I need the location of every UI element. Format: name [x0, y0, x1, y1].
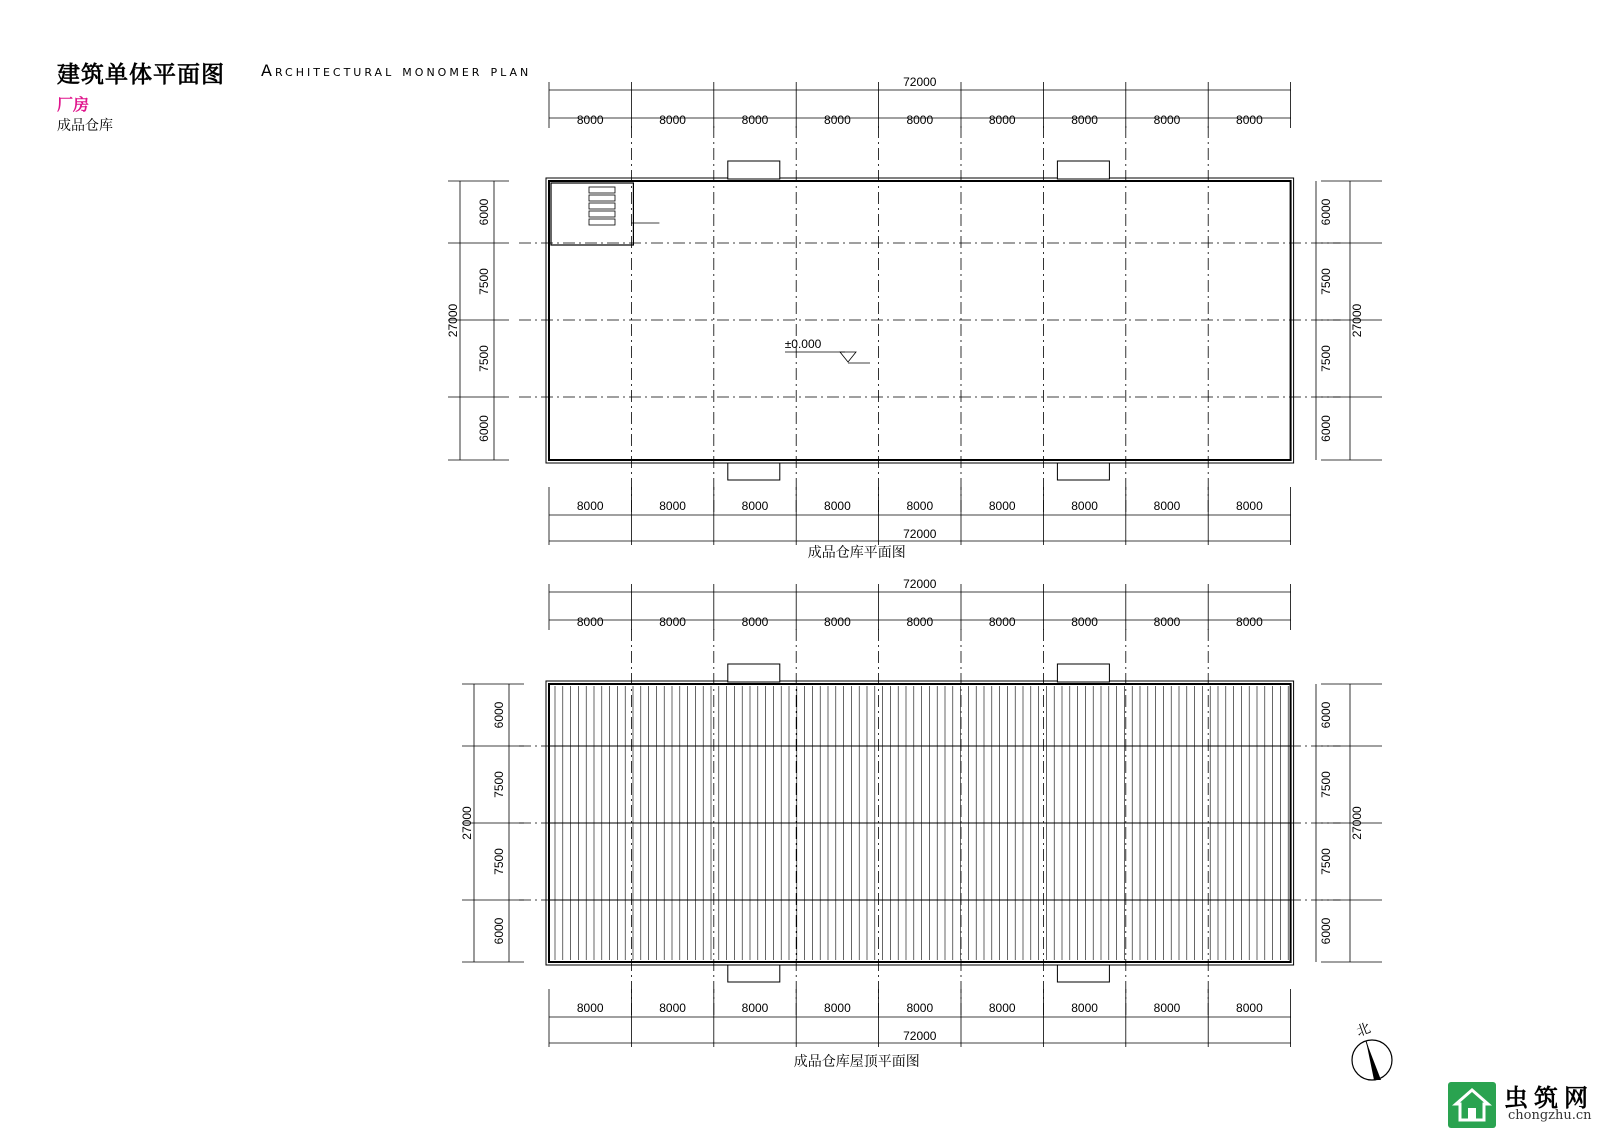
building-label: 成品仓库 — [57, 118, 113, 134]
elevation-label: ±0.000 — [784, 337, 822, 351]
dim-bay-bottom: 8000 — [1071, 1001, 1098, 1015]
dim-bay-top: 8000 — [1153, 615, 1181, 629]
toilet-stall — [589, 219, 615, 225]
north-label: 北 — [1353, 1019, 1373, 1040]
dim-bay-top: 8000 — [988, 615, 1016, 629]
toilet-stall — [589, 211, 615, 217]
dim-bay-side: 7500 — [477, 268, 491, 295]
canopy-bottom-1 — [728, 463, 780, 480]
dim-bay-bottom: 8000 — [906, 1001, 934, 1015]
dim-total-side: 27000 — [1350, 303, 1364, 338]
toilet-stall — [589, 203, 615, 209]
dim-bay-side: 7500 — [492, 771, 506, 798]
north-arrow — [1352, 1019, 1392, 1080]
dim-bay-top: 8000 — [906, 615, 934, 629]
dim-bay-bottom: 8000 — [824, 1001, 851, 1015]
logo-name: 虫筑网 — [1504, 1083, 1594, 1112]
dim-total-top: 72000 — [903, 577, 937, 591]
canopy-top-1 — [728, 664, 780, 682]
dim-bay-top: 8000 — [824, 113, 851, 127]
dim-bay-side: 7500 — [1319, 345, 1333, 372]
plan-2 — [460, 577, 1382, 1069]
dim-bay-side: 6000 — [477, 198, 491, 226]
plan-caption: 成品仓库屋顶平面图 — [793, 1053, 920, 1069]
dim-bay-top: 8000 — [659, 615, 686, 629]
dim-bay-bottom: 8000 — [1236, 1001, 1263, 1015]
inner-wall — [549, 181, 1291, 460]
dim-bay-bottom: 8000 — [1153, 499, 1181, 513]
dim-bay-side: 6000 — [492, 701, 506, 729]
site-logo — [1448, 1076, 1598, 1128]
dim-total-side: 27000 — [460, 806, 474, 840]
dim-bay-bottom: 8000 — [1236, 499, 1263, 513]
dim-bay-side: 7500 — [1319, 771, 1333, 798]
dim-bay-bottom: 8000 — [988, 1001, 1016, 1015]
drawing-title-cn: 建筑单体平面图 — [57, 62, 225, 88]
dim-bay-side: 6000 — [492, 917, 506, 945]
dim-bay-top: 8000 — [1071, 113, 1098, 127]
dim-bay-top: 8000 — [906, 113, 934, 127]
logo-url: chongzhu.cn — [1508, 1108, 1592, 1123]
canopy-top-2 — [1057, 664, 1109, 682]
dim-bay-bottom: 8000 — [741, 1001, 769, 1015]
dim-bay-top: 8000 — [741, 615, 769, 629]
dim-total-side: 27000 — [446, 303, 460, 338]
dim-bay-bottom: 8000 — [1153, 1001, 1181, 1015]
canopy-top-2 — [1057, 161, 1109, 179]
dim-bay-top: 8000 — [659, 113, 686, 127]
dim-bay-bottom: 8000 — [1071, 499, 1098, 513]
toilet-stall — [589, 187, 615, 193]
dim-bay-side: 7500 — [1319, 848, 1333, 875]
outer-wall — [546, 178, 1294, 463]
dim-bay-top: 8000 — [988, 113, 1016, 127]
dim-bay-top: 8000 — [1236, 615, 1263, 629]
dim-bay-top: 8000 — [824, 615, 851, 629]
canopy-top-1 — [728, 161, 780, 179]
dim-bay-bottom: 8000 — [824, 499, 851, 513]
dim-bay-side: 6000 — [1319, 198, 1333, 226]
dim-bay-bottom: 8000 — [906, 499, 934, 513]
dim-bay-top: 8000 — [1153, 113, 1181, 127]
office-room — [551, 183, 633, 245]
dim-bay-bottom: 8000 — [576, 499, 604, 513]
dim-bay-bottom: 8000 — [741, 499, 769, 513]
dim-bay-side: 6000 — [1319, 415, 1333, 442]
dim-bay-side: 6000 — [1319, 917, 1333, 945]
canopy-bottom-1 — [728, 965, 780, 982]
dim-total-bottom: 72000 — [903, 527, 937, 541]
elevation-triangle — [840, 352, 856, 362]
dim-bay-side: 7500 — [492, 848, 506, 875]
dim-bay-top: 8000 — [1236, 113, 1263, 127]
plan-caption: 成品仓库平面图 — [807, 544, 906, 560]
dim-total-side: 27000 — [1350, 806, 1364, 840]
dim-bay-side: 7500 — [1319, 268, 1333, 295]
canopy-bottom-2 — [1057, 463, 1109, 480]
category-label: 厂房 — [57, 95, 90, 114]
dim-bay-side: 7500 — [477, 345, 491, 372]
dim-bay-top: 8000 — [576, 615, 604, 629]
dim-bay-top: 8000 — [1071, 615, 1098, 629]
dim-bay-top: 8000 — [576, 113, 604, 127]
dim-total-bottom: 72000 — [903, 1029, 937, 1043]
dim-bay-side: 6000 — [477, 415, 491, 442]
dim-bay-bottom: 8000 — [659, 499, 686, 513]
drawing-title-en: Architectural monomer plan — [261, 61, 532, 80]
dim-bay-bottom: 8000 — [576, 1001, 604, 1015]
dim-bay-top: 8000 — [741, 113, 769, 127]
toilet-stall — [589, 195, 615, 201]
dim-bay-bottom: 8000 — [659, 1001, 686, 1015]
dim-bay-bottom: 8000 — [988, 499, 1016, 513]
house-logo-icon — [1448, 1082, 1496, 1128]
dim-bay-side: 6000 — [1319, 701, 1333, 729]
plan-1 — [446, 75, 1382, 560]
dim-total-top: 72000 — [903, 75, 937, 89]
canopy-bottom-2 — [1057, 965, 1109, 982]
